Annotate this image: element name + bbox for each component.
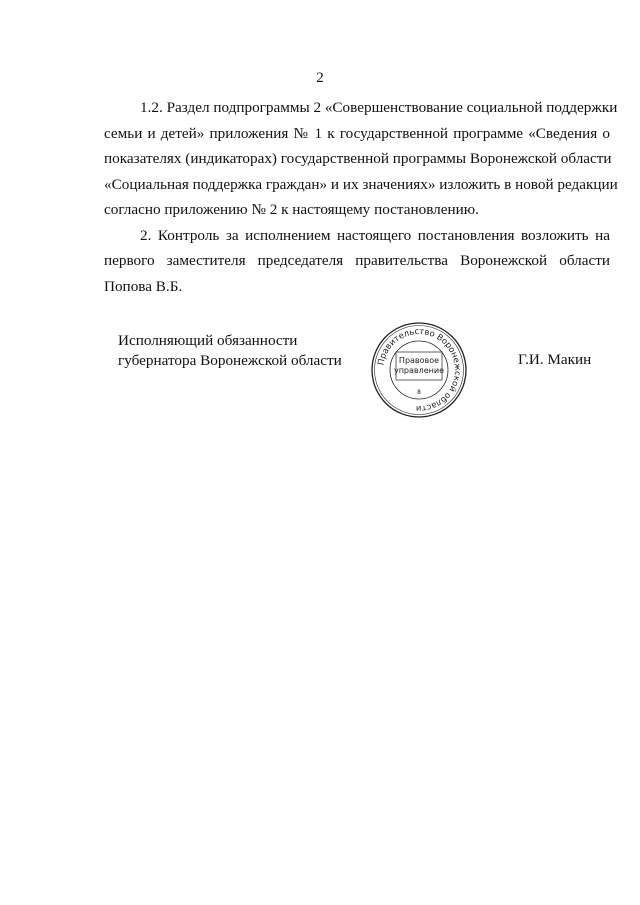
official-seal [369, 320, 469, 420]
signatory-position-line: губернатора Воронежской области [118, 352, 342, 369]
text-line: «Социальная поддержка граждан» и их значениях» изложить в новой редакции [104, 175, 618, 193]
text-line: семьи и детей» приложения № 1 к государственной программе «Сведения о [104, 124, 610, 142]
text-line: показателях (индикаторах) государственной программы Воронежской области [104, 150, 612, 167]
page-number: 2 [316, 70, 324, 86]
signatory-position-line: Исполняющий обязанности [118, 332, 298, 349]
text-line: 2. Контроль за исполнением настоящего постановления возложить на [140, 226, 610, 244]
paragraph-1-2 [104, 95, 618, 223]
document-body [104, 95, 618, 299]
seal-number: 8 [417, 389, 421, 396]
seal-outer-text: Правительство Воронежской области [375, 325, 464, 415]
text-line: первого заместителя председателя правительства Воронежской области [104, 252, 610, 269]
seal-graphic [369, 320, 469, 420]
signatory-name: Г.И. Макин [518, 351, 592, 368]
signatory-position [118, 331, 342, 371]
paragraph-2 [104, 223, 610, 300]
seal-inner-text: управление [393, 366, 445, 375]
text-line: 1.2. Раздел подпрограммы 2 «Совершенствование социальной поддержки [140, 99, 618, 116]
text-line: согласно приложению № 2 к настоящему постановлению. [104, 201, 479, 218]
seal-inner-text: Правовое [398, 356, 440, 365]
text-line: Попова В.Б. [104, 277, 183, 295]
